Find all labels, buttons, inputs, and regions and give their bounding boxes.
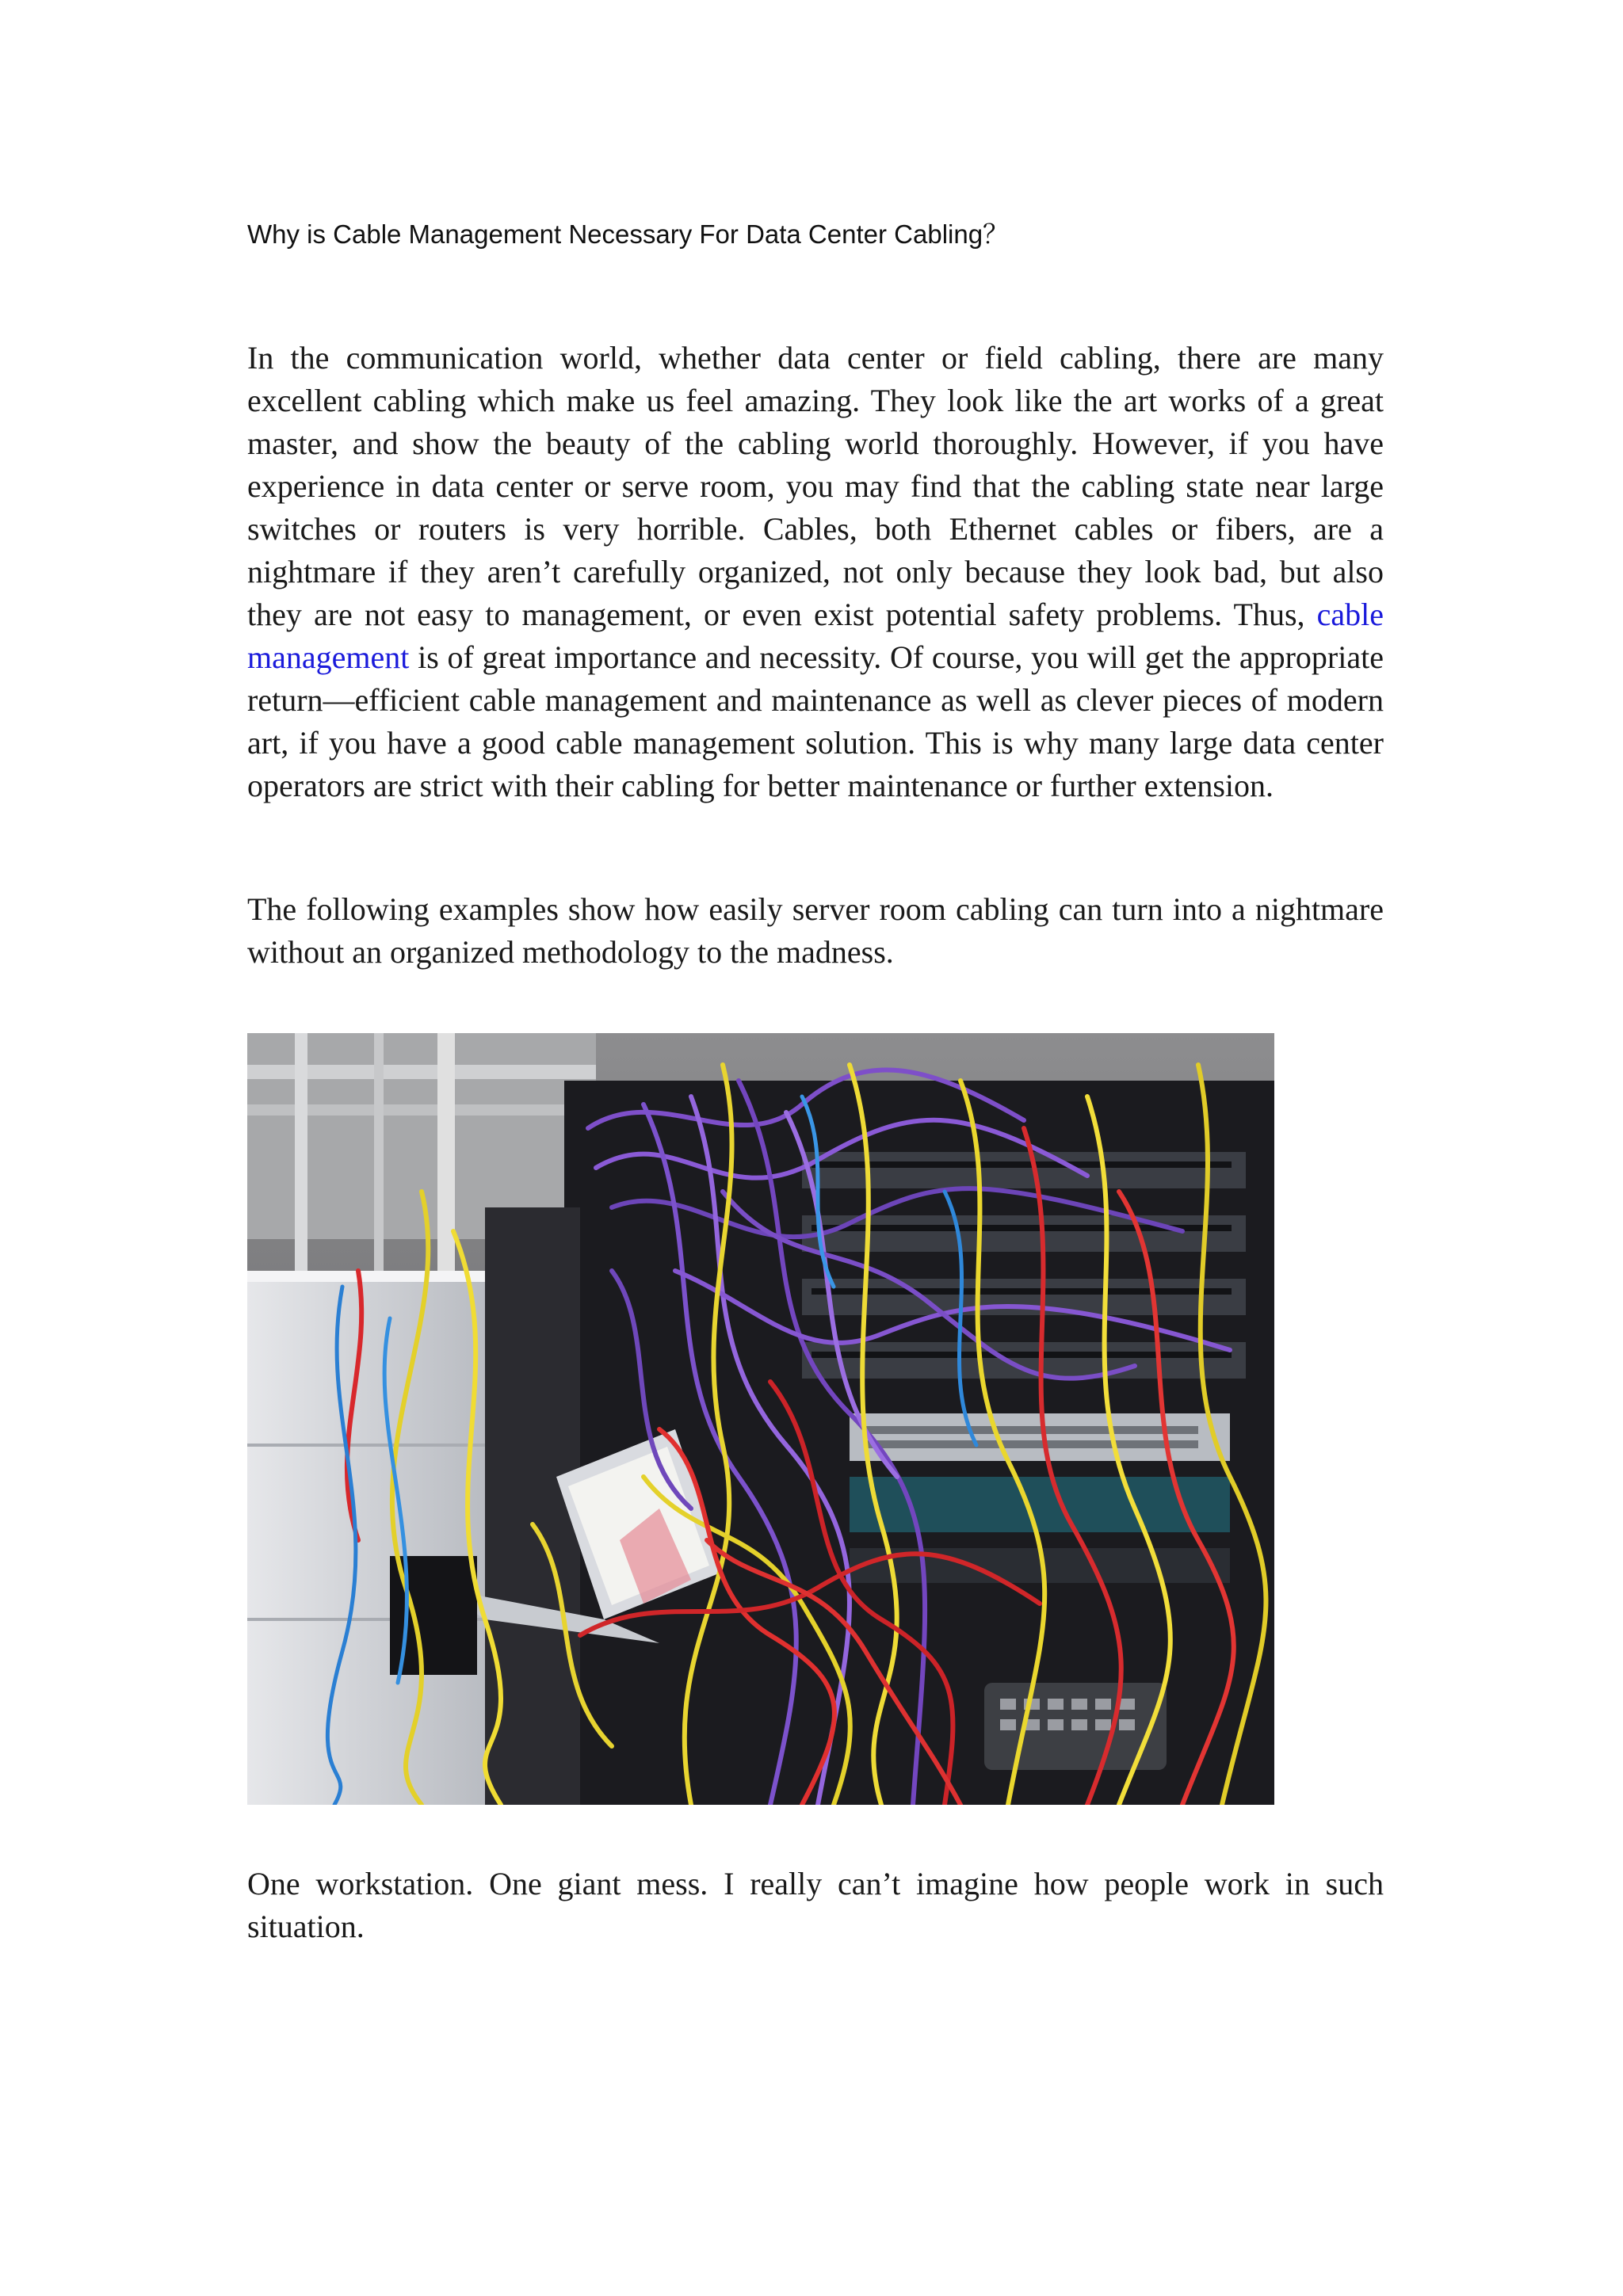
intro-text-start: In the communication world, whether data center or field cabling, there are many excellent cabling which make us feel amazing. They look like the art works of a great master, and show the beauty of the cabling world thoroughly. However, if you have experience in data center or serve room, you may find that the cabling state near large switches or routers is very horrible. Cables, both Ethernet cables or fibers, are a nightmare if they aren’t carefully organized, not only because they look bad, but also they are not easy to management, or even exist potential safety problems. Thus, <box>247 340 1384 632</box>
intro-text-end: is of great importance and necessity. Of course, you will get the appropriate return—efficient cable management and maintenance as well as clever pieces of modern art, if you have a good cable management solution. This is why many large data center operators are strict with their cabling for better maintenance or further extension. <box>247 639 1384 803</box>
document-title: Why is Cable Management Necessary For Data Center Cabling？ <box>247 219 1010 249</box>
examples-paragraph: The following examples show how easily server room cabling can turn into a nightmare without an organized methodology to the madness. <box>247 891 1384 970</box>
workstation-paragraph: One workstation. One giant mess. I really can’t imagine how people work in such situation. <box>247 1866 1384 1944</box>
messy-cabling-photo <box>247 1033 1274 1805</box>
cable-management-link[interactable]: cable management <box>247 597 1384 675</box>
messy-server-rack-cables-photo-icon <box>247 1033 1274 1805</box>
intro-paragraph <box>247 337 1384 807</box>
